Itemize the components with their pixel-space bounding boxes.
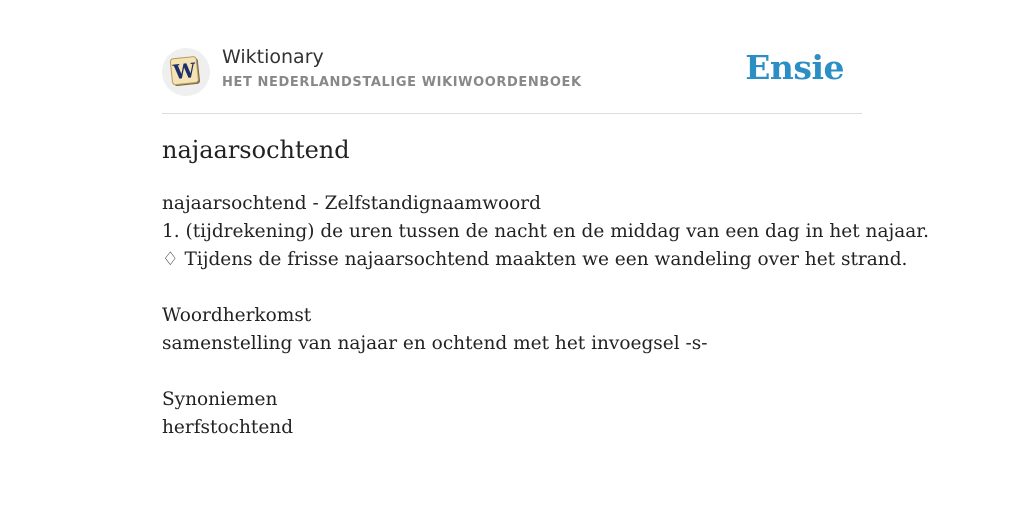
definition-text: 1. (tijdrekening) de uren tussen de nacht en de middag van een dag in het najaar. (162, 221, 929, 242)
example-text: ♢ Tijdens de frisse najaarsochtend maakten we een wandeling over het strand. (162, 249, 908, 270)
entry-title: najaarsochtend (162, 136, 350, 164)
header (162, 44, 862, 100)
wiktionary-tile-icon (162, 48, 210, 96)
entry-card (162, 0, 929, 512)
spacer (162, 274, 882, 302)
logo-letter: W (171, 58, 197, 85)
entry-content (162, 190, 929, 442)
site-logo[interactable]: Ensie (745, 48, 844, 87)
synonyms-heading: Synoniemen (162, 389, 278, 410)
brand-subtitle: HET NEDERLANDSTALIGE WIKIWOORDENBOEK (222, 75, 582, 90)
etymology-heading: Woordherkomst (162, 305, 312, 326)
synonyms-text: herfstochtend (162, 417, 294, 438)
header-divider (162, 113, 862, 114)
brand-name[interactable]: Wiktionary (222, 46, 324, 68)
etymology-text: samenstelling van najaar en ochtend met het invoegsel -s- (162, 333, 708, 354)
definition-heading: najaarsochtend - Zelfstandignaamwoord (162, 193, 541, 214)
wiktionary-logo-icon[interactable] (162, 48, 210, 96)
spacer (162, 358, 882, 386)
